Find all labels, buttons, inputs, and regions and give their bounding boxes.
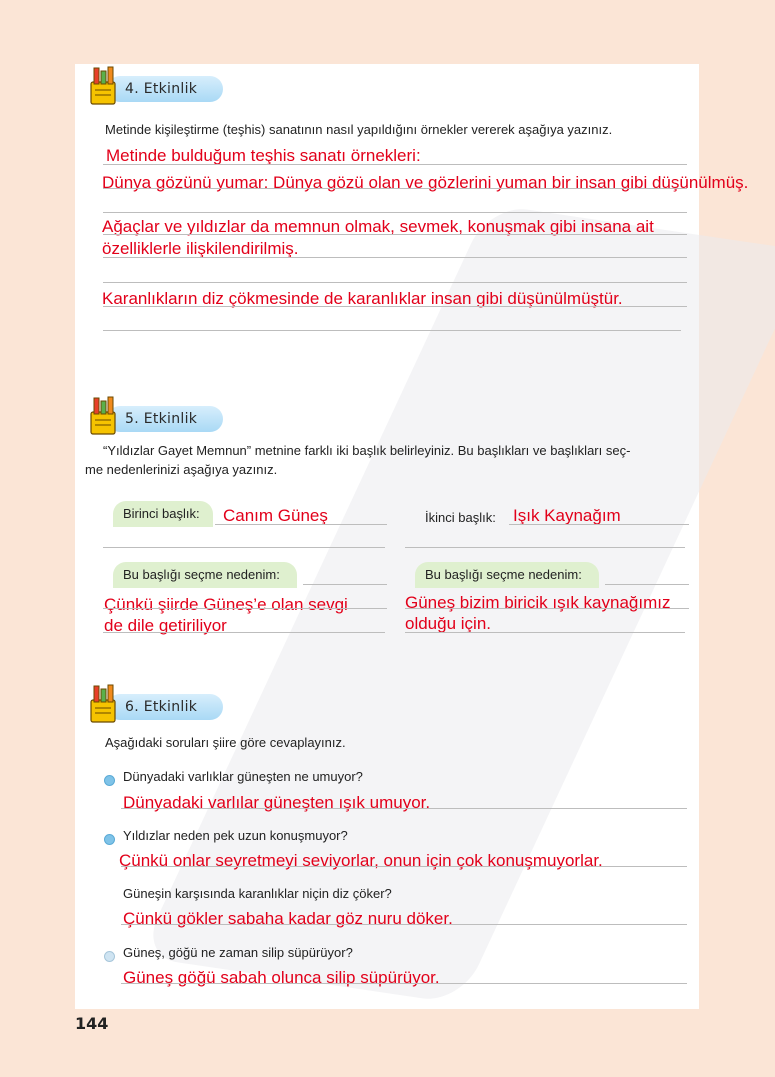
activity4-instruction: Metinde kişileştirme (teşhis) sanatının nasıl yapıldığını örnekler vererek aşağıya yazınız. [105,122,613,137]
first-title-label: Birinci başlık: [113,501,213,527]
activity5-title: 5. Etkinlik [125,411,198,427]
answer-line [103,608,387,609]
answer-line [103,257,687,258]
answer-line [103,330,681,331]
reason-label-right: Bu başlığı seçme nedenim: [415,562,599,588]
reason-left-answer-2: de dile getiriliyor [104,616,227,635]
activity6-instruction: Aşağıdaki soruları şiire göre cevaplayınız. [105,735,346,750]
bullet-icon [104,775,115,786]
answer-line [303,584,387,585]
answer-line [103,282,687,283]
activity4-answer-5: Karanlıkların diz çökmesinde de karanlıklar insan gibi düşünülmüştür. [102,289,623,308]
question-3: Güneşin karşısında karanlıklar niçin diz çöker? [123,886,392,901]
answer-line [405,632,685,633]
reason-right-answer-1: Güneş bizim biricik ışık kaynağımız [405,593,671,612]
reason-right-answer-2: olduğu için. [405,614,492,633]
activity4-answer-1: Metinde bulduğum teşhis sanatı örnekleri: [106,146,421,165]
activity4-answer-3: Ağaçlar ve yıldızlar da memnun olmak, sevmek, konuşmak gibi insana ait [102,217,654,236]
answer-2: Çünkü onlar seyretmeyi seviyorlar, onun için çok konuşmuyorlar. [119,851,603,870]
bullet-icon [104,951,115,962]
question-1: Dünyadaki varlıklar güneşten ne umuyor? [123,769,363,784]
answer-3: Çünkü gökler sabaha kadar göz nuru döker. [123,909,453,928]
bullet-icon [104,834,115,845]
answer-line [121,983,687,984]
pencil-cup-icon [87,66,121,106]
page-number: 144 [75,1014,109,1033]
answer-line [103,632,385,633]
pencil-cup-icon [87,396,121,436]
answer-line [103,188,687,189]
question-4: Güneş, göğü ne zaman silip süpürüyor? [123,945,353,960]
activity4-answer-4: özelliklerle ilişkilendirilmiş. [102,239,299,258]
reason-label-left: Bu başlığı seçme nedenim: [113,562,297,588]
activity5-instruction [91,442,691,460]
answer-line [121,866,687,867]
worksheet-page [75,64,749,1009]
answer-line [605,584,689,585]
answer-line [215,524,387,525]
answer-line [405,547,685,548]
activity5-header [87,402,227,432]
answer-line [103,547,385,548]
activity4-answer-2: Dünya gözünü yumar: Dünya gözü olan ve gözlerini yuman bir insan gibi düşünülmüş. [102,173,749,192]
pencil-cup-icon [87,684,121,724]
first-title-answer: Canım Güneş [223,506,328,525]
answer-line [103,212,687,213]
answer-line [103,234,687,235]
activity6-title: 6. Etkinlik [125,699,198,715]
reason-left-answer-1: Çünkü şiirde Güneş’e olan sevgi [104,595,348,614]
answer-line [509,524,689,525]
activity5-instruction-line1: “Yıldızlar Gayet Memnun” metnine farklı iki başlık belirleyiniz. Bu başlıkları ve başlıkları seç- [103,443,631,458]
second-title-answer: Işık Kaynağım [513,506,621,525]
answer-line [121,924,687,925]
activity5-instruction-line2: me nedenlerinizi aşağıya yazınız. [85,462,278,477]
activity4-header [87,72,227,102]
answer-line [103,306,687,307]
answer-line [405,608,689,609]
activity4-title: 4. Etkinlik [125,81,198,97]
answer-line [121,808,687,809]
second-title-label: İkinci başlık: [425,510,496,525]
answer-line [103,164,687,165]
question-2: Yıldızlar neden pek uzun konuşmuyor? [123,828,348,843]
activity6-header [87,690,227,720]
answer-1: Dünyadaki varlılar güneşten ışık umuyor. [123,793,431,812]
answer-4: Güneş göğü sabah olunca silip süpürüyor. [123,968,440,987]
